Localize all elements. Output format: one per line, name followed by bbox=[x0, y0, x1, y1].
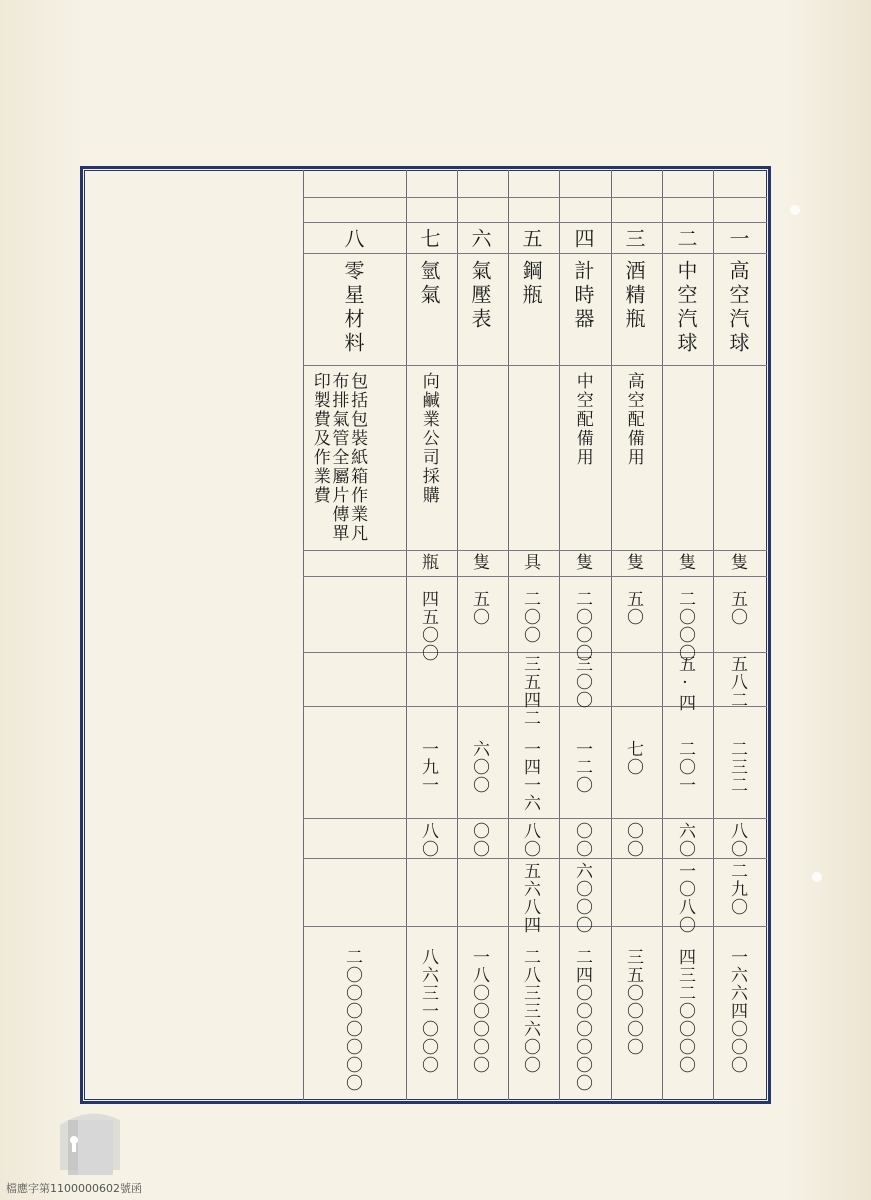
row-7-item: 氫氣 bbox=[417, 260, 441, 308]
row-2-total: 四三二〇〇〇〇 bbox=[675, 948, 695, 1074]
row-1-total: 一六六四〇〇〇 bbox=[727, 948, 747, 1074]
row-1-p_c: 八〇 bbox=[727, 822, 747, 858]
row-3-unit: 隻 bbox=[623, 553, 643, 571]
row-7-p_b: 一九一 bbox=[418, 740, 438, 794]
row-7-no: 七 bbox=[417, 228, 441, 252]
row-4-item: 計時器 bbox=[571, 260, 595, 332]
row-3-total: 三五〇〇〇〇 bbox=[623, 948, 643, 1056]
row-3-qty: 五〇 bbox=[623, 590, 643, 626]
row-5-p_b: 一四一六 bbox=[520, 740, 540, 812]
row-1-qty: 五〇 bbox=[727, 590, 747, 626]
row-6-no: 六 bbox=[468, 228, 492, 252]
row-6-p_b: 六〇〇 bbox=[469, 740, 489, 794]
row-7-qty: 四五〇〇 bbox=[418, 590, 438, 662]
row-1-p_a: 五八二 bbox=[727, 655, 747, 709]
row-4-p_d: 六〇〇〇 bbox=[572, 862, 592, 934]
archive-stamp-icon bbox=[50, 1100, 150, 1180]
row-7-total: 八六三一〇〇〇 bbox=[418, 948, 438, 1074]
row-8-item: 零星材料 bbox=[341, 260, 365, 356]
row-2-qty: 二〇〇〇 bbox=[675, 590, 695, 662]
row-2-item: 中空汽球 bbox=[674, 260, 698, 356]
row-6-item: 氣壓表 bbox=[468, 260, 492, 332]
row-8-spec: 包括包裝紙箱作業凡布排氣管全屬片傳單印製費及作業費 bbox=[309, 372, 368, 543]
row-8-no: 八 bbox=[341, 228, 365, 252]
row-8-total: 二〇〇〇〇〇〇〇 bbox=[342, 948, 362, 1092]
row-2-p_d: 一〇八〇 bbox=[675, 862, 695, 934]
row-5-no: 五 bbox=[519, 228, 543, 252]
row-4-total: 二四〇〇〇〇〇〇 bbox=[572, 948, 592, 1092]
row-4-p_c: 〇〇 bbox=[572, 822, 592, 858]
row-4-p_b: 一二〇 bbox=[572, 740, 592, 794]
row-2-unit: 隻 bbox=[675, 553, 695, 571]
row-5-item: 鋼瓶 bbox=[519, 260, 543, 308]
row-1-p_b: 二三二 bbox=[727, 740, 747, 794]
row-5-unit: 具 bbox=[520, 553, 540, 571]
row-4-p_a: 三〇〇 bbox=[572, 655, 592, 709]
row-6-p_c: 〇〇 bbox=[469, 822, 489, 858]
row-7-spec: 向鹹業公司採購 bbox=[418, 372, 439, 505]
archive-label: 檔應字第1100000602號函 bbox=[6, 1182, 142, 1195]
row-6-unit: 隻 bbox=[469, 553, 489, 571]
row-2-p_a: 五·四 bbox=[675, 655, 695, 712]
row-6-qty: 五〇 bbox=[469, 590, 489, 626]
row-5-total: 二八三三六〇〇 bbox=[520, 948, 540, 1074]
row-1-no: 一 bbox=[726, 228, 750, 252]
row-3-p_b: 七〇 bbox=[623, 740, 643, 776]
row-4-qty: 二〇〇〇 bbox=[572, 590, 592, 662]
row-1-unit: 隻 bbox=[727, 553, 747, 571]
punch-hole bbox=[812, 872, 822, 882]
row-4-unit: 隻 bbox=[572, 553, 592, 571]
punch-hole bbox=[790, 205, 800, 215]
row-1-p_d: 二九〇 bbox=[727, 862, 747, 916]
row-3-p_c: 〇〇 bbox=[623, 822, 643, 858]
row-5-qty: 二〇〇 bbox=[520, 590, 540, 644]
row-2-no: 二 bbox=[674, 228, 698, 252]
row-3-item: 酒精瓶 bbox=[622, 260, 646, 332]
row-6-total: 一八〇〇〇〇〇 bbox=[469, 948, 489, 1074]
row-2-p_c: 六〇 bbox=[675, 822, 695, 858]
row-5-p_d: 五六八四 bbox=[520, 862, 540, 934]
row-4-spec: 中空配備用 bbox=[572, 372, 593, 467]
row-4-no: 四 bbox=[571, 228, 595, 252]
row-7-p_c: 八〇 bbox=[418, 822, 438, 858]
row-5-p_c: 八〇 bbox=[520, 822, 540, 858]
row-5-p_a: 三五四二 bbox=[520, 655, 540, 727]
row-7-unit: 瓶 bbox=[418, 553, 438, 571]
row-3-spec: 高空配備用 bbox=[623, 372, 644, 467]
row-2-p_b: 二〇一 bbox=[675, 740, 695, 794]
row-1-item: 高空汽球 bbox=[726, 260, 750, 356]
row-3-no: 三 bbox=[622, 228, 646, 252]
